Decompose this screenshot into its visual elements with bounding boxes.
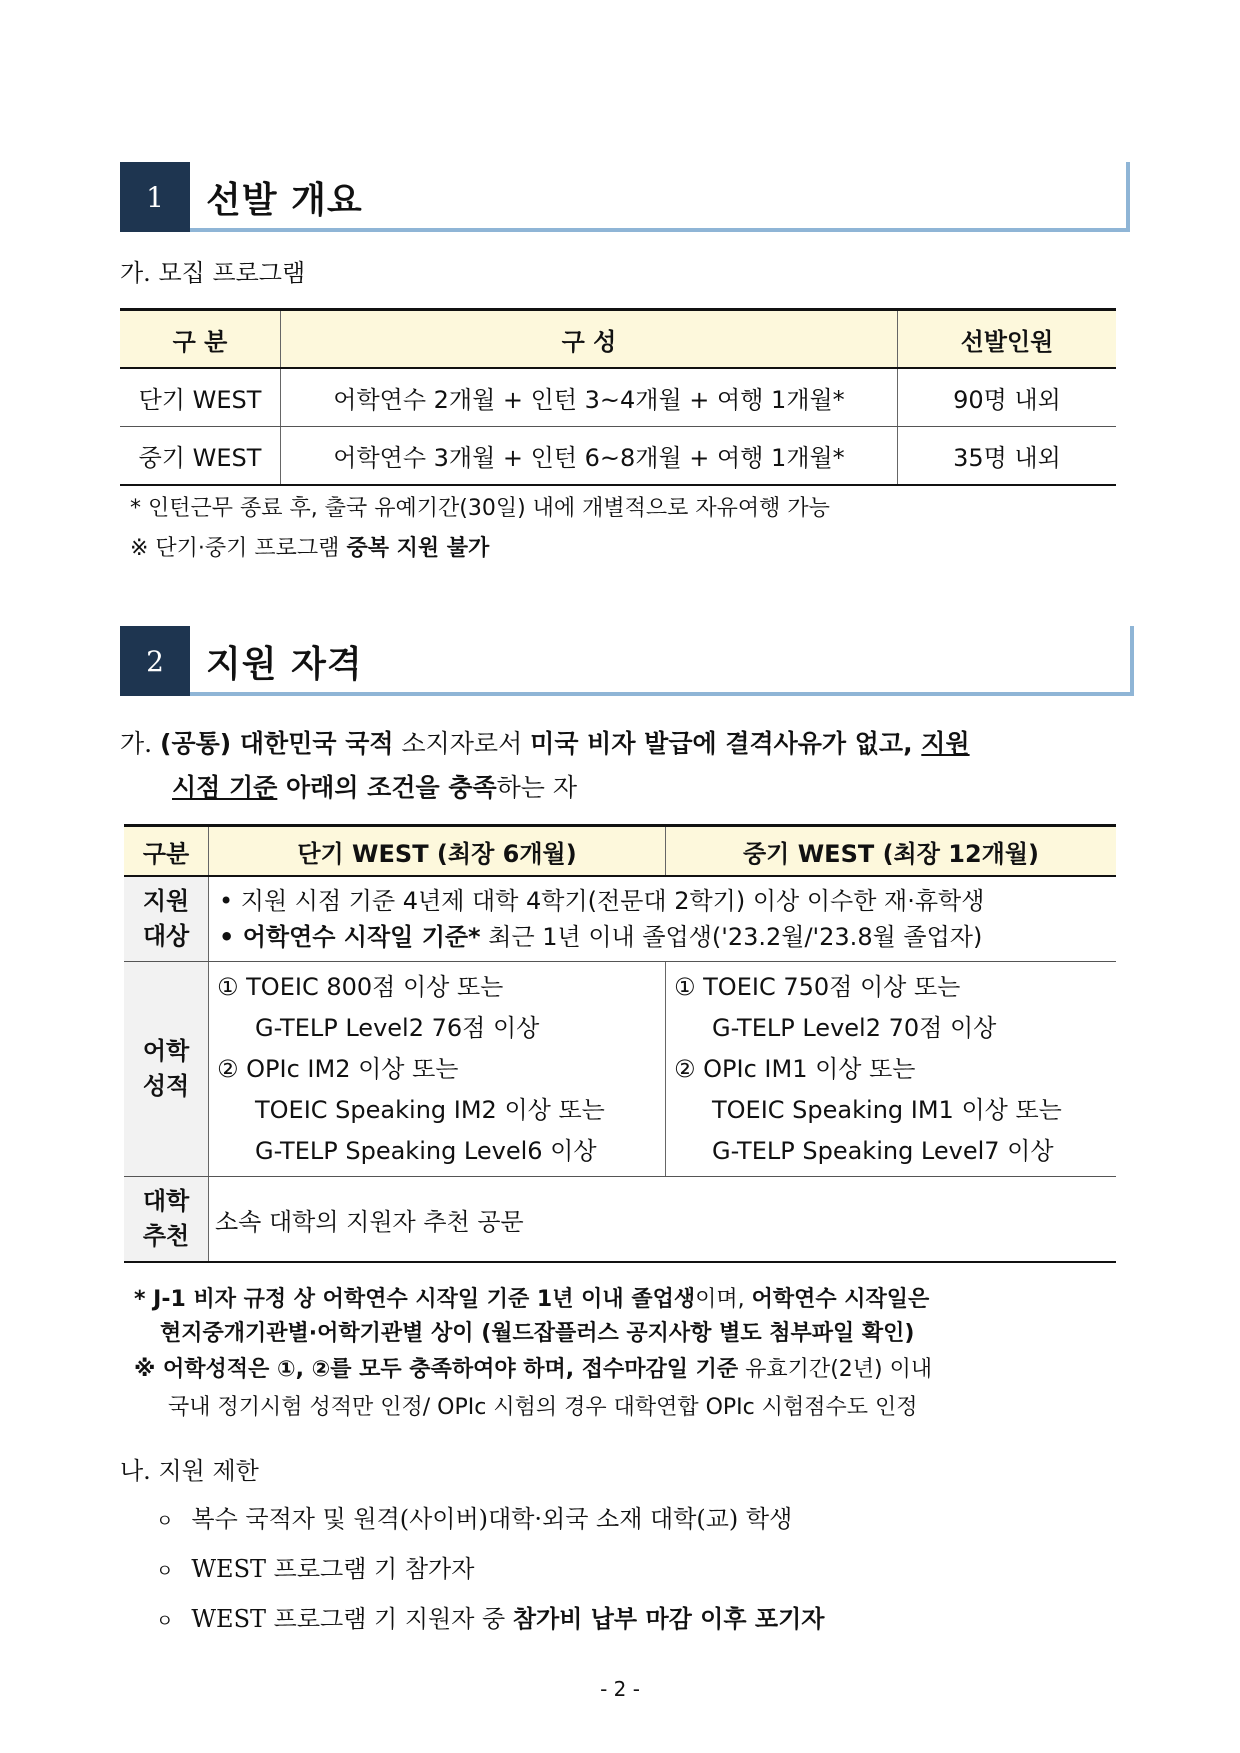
table-row [120,427,1116,486]
list-item [156,1554,474,1585]
lang-line: TOEIC Speaking IM2 이상 또는 [255,1095,605,1124]
program-table [120,308,1116,486]
section-2-note-2-line-2: 국내 정기시험 성적만 인정/ OPIc 시험의 경우 대학연합 OPIc 시험점수도 인정 [168,1395,918,1420]
section-2-note-2-line-1 [134,1356,932,1385]
lang-label [124,962,209,1177]
rec-label [124,1177,209,1263]
list-item [156,1504,792,1535]
program-table-header-cell: 구 분 [120,310,281,369]
eligibility-header-cell: 구분 [124,826,209,877]
sub-a-text: 소지자로서 [393,729,531,758]
program-name: 단기 WEST [120,368,281,427]
section-1-note-2 [130,535,489,564]
rec-content: 소속 대학의 지원자 추천 공문 [209,1177,1117,1263]
short-lang-cell [209,962,666,1177]
section-2-title: 지원 자격 [206,644,363,685]
section-1-number: 1 [120,162,190,232]
note-text: ※ 단기·중기 프로그램 [130,536,347,561]
section-2-sub-a-line-1 [120,728,970,761]
table-row [124,1177,1116,1263]
lang-label-text: 어학 성적 [142,1037,190,1100]
lang-line: TOEIC Speaking IM1 이상 또는 [712,1095,1062,1124]
section-2-note-1-line-1 [134,1286,929,1315]
bullet-icon: ㅇ [156,1511,174,1532]
section-2-rightline [1130,626,1134,696]
program-count: 35명 내외 [898,427,1117,486]
eligibility-header-cell: 중기 WEST (최장 12개월) [666,826,1117,877]
lang-line: ① TOEIC 800점 이상 또는 [217,972,504,1001]
note-text: 이며, [695,1287,752,1312]
sub-a-bold: 아래의 조건을 충족 [277,773,497,802]
rec-label-text: 대학 추천 [142,1187,190,1250]
restriction-text: WEST 프로그램 기 참가자 [191,1555,475,1583]
section-1-sub-a: 가. 모집 프로그램 [120,259,306,287]
table-row [124,876,1116,962]
restriction-text: WEST 프로그램 기 지원자 중 [191,1605,513,1633]
program-table-header [120,310,1116,369]
mid-lang-cell [666,962,1117,1177]
sub-a-prefix: 가. [120,729,161,758]
eligibility-table [124,824,1116,1263]
section-2-underline [190,692,1134,696]
note-bold: 어학연수 시작일은 [751,1287,930,1312]
section-1-note-1: * 인턴근무 종료 후, 출국 유예기간(30일) 내에 개별적으로 자유여행 가능 [130,496,830,521]
bullet-icon: ㅇ [156,1561,174,1582]
note-bold: * J-1 비자 규정 상 어학연수 시작일 기준 1년 이내 졸업생 [134,1287,696,1312]
target-line-2 [219,919,1116,955]
table-row [120,368,1116,427]
restriction-text: 복수 국적자 및 원격(사이버)대학·외국 소재 대학(교) 학생 [191,1505,793,1533]
lang-line: G-TELP Speaking Level7 이상 [712,1136,1054,1165]
page-number: - 2 - [600,1677,640,1701]
program-composition: 어학연수 2개월 + 인턴 3~4개월 + 여행 1개월* [281,368,898,427]
note-text: 유효기간(2년) 이내 [738,1357,933,1382]
target-line-2-rest: 최근 1년 이내 졸업생('23.2월/'23.8월 졸업자) [480,923,983,951]
program-table-header-cell: 구 성 [281,310,898,369]
lang-line: ① TOEIC 750점 이상 또는 [674,972,961,1001]
lang-line: ② OPIc IM1 이상 또는 [674,1054,916,1083]
target-line-2-bold: • 어학연수 시작일 기준* [219,923,481,951]
section-1-rightline [1126,162,1130,232]
section-2-number: 2 [120,626,190,696]
section-2-note-1-line-2: 현지중개기관별·어학기관별 상이 (월드잡플러스 공지사항 별도 첨부파일 확인) [160,1321,915,1346]
section-2-sub-a-line-2 [172,772,577,805]
section-1-underline [190,228,1130,232]
program-composition: 어학연수 3개월 + 인턴 6~8개월 + 여행 1개월* [281,427,898,486]
note-bold: ※ 어학성적은 ①, ②를 모두 충족하여야 하며, 접수마감일 기준 [134,1357,739,1382]
restriction-emphasis: 참가비 납부 마감 이후 포기자 [512,1605,825,1633]
bullet-icon: ㅇ [156,1611,174,1632]
lang-line: ② OPIc IM2 이상 또는 [217,1054,459,1083]
program-table-header-cell: 선발인원 [898,310,1117,369]
lang-line: G-TELP Level2 70점 이상 [712,1013,997,1042]
section-2-header [120,626,1134,696]
eligibility-table-header [124,826,1116,877]
section-1-header [120,162,1130,232]
table-row [124,962,1116,1177]
sub-a-bold: 미국 비자 발급에 결격사유가 없고, [530,729,922,758]
sub-a-underlined: 지원 [921,729,970,758]
lang-line: G-TELP Level2 76점 이상 [255,1013,540,1042]
target-label-text: 지원 대상 [142,887,190,950]
lang-line: G-TELP Speaking Level6 이상 [255,1136,597,1165]
note-emphasis: 중복 지원 불가 [346,536,490,561]
program-name: 중기 WEST [120,427,281,486]
list-item [156,1604,824,1635]
target-content [209,876,1117,962]
sub-a-text: 하는 자 [496,773,578,802]
section-2-sub-b: 나. 지원 제한 [120,1457,259,1485]
section-1-title: 선발 개요 [206,180,363,221]
program-count: 90명 내외 [898,368,1117,427]
sub-a-underlined: 시점 기준 [172,773,278,802]
target-line-1: • 지원 시점 기준 4년제 대학 4학기(전문대 2학기) 이상 이수한 재·휴학생 [219,887,985,915]
sub-a-bold: (공통) 대한민국 국적 [160,729,394,758]
eligibility-header-cell: 단기 WEST (최장 6개월) [209,826,666,877]
target-label [124,876,209,962]
